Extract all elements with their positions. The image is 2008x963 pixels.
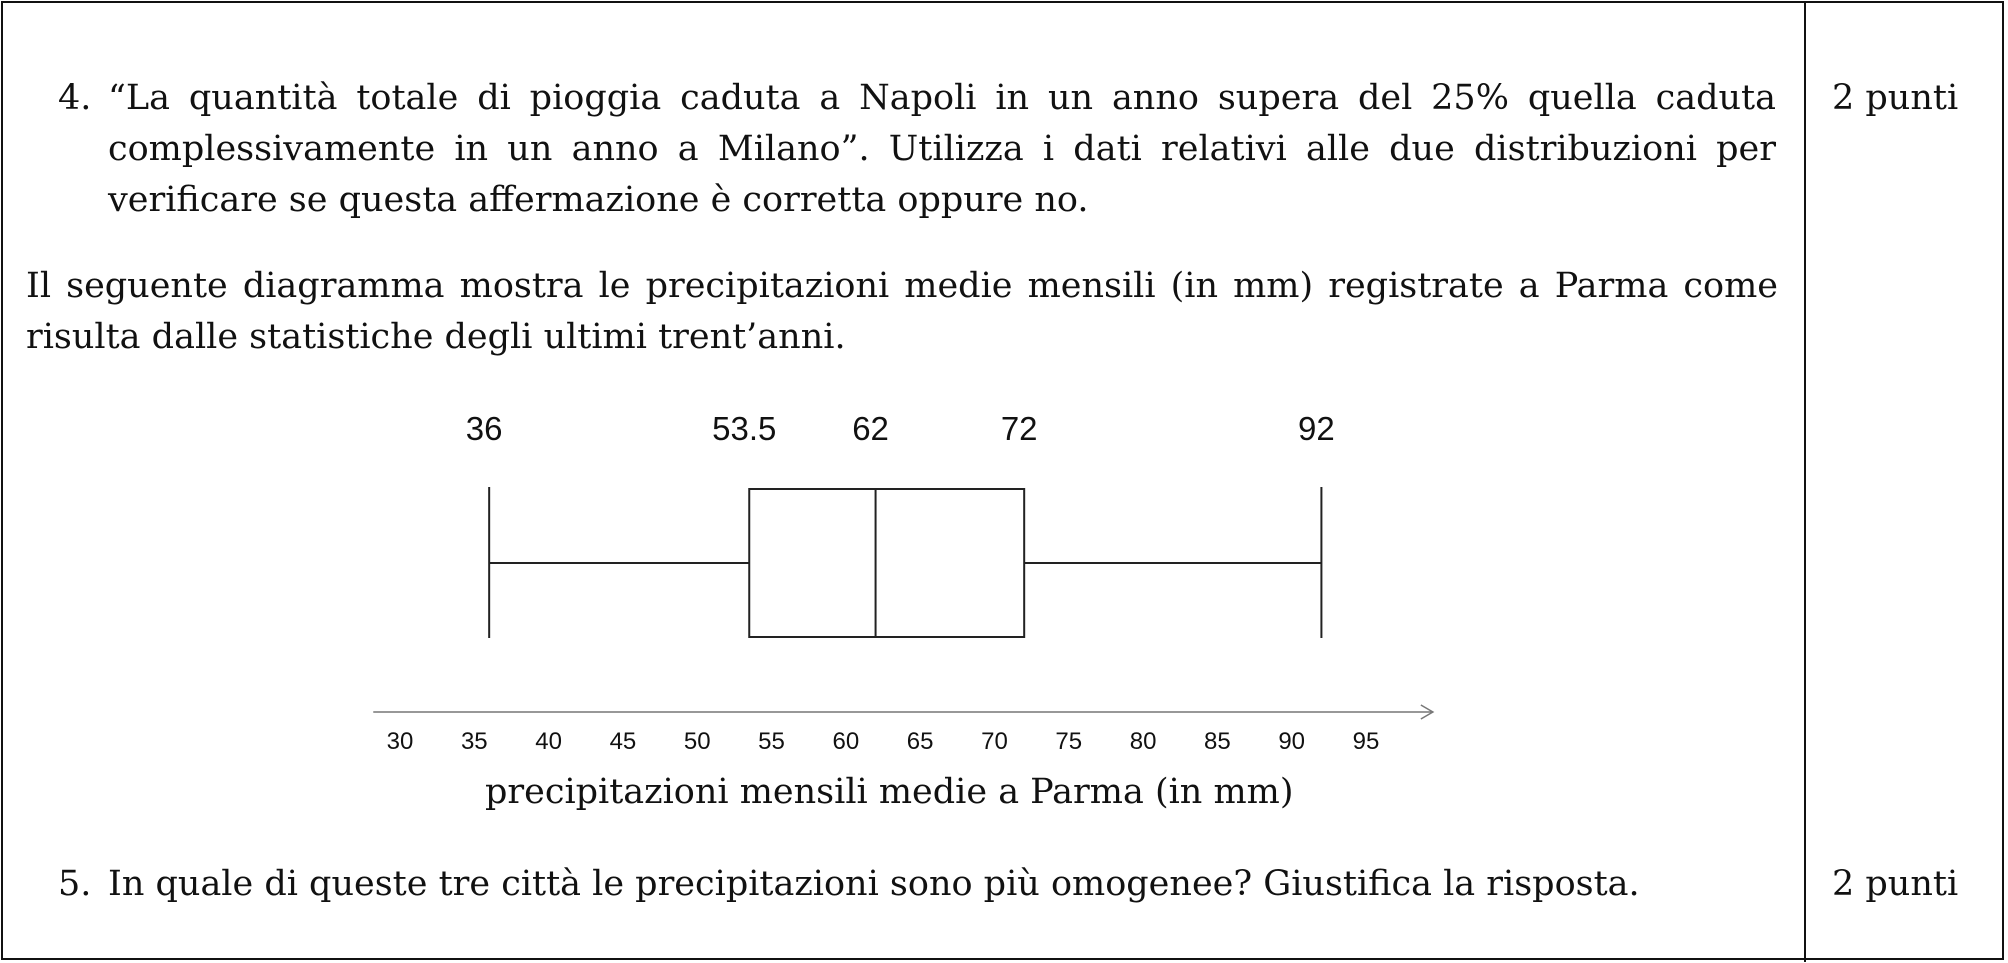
question-5-text: In quale di queste tre città le precipitazioni sono più omogenee? Giustifica la risposta. [108,864,1640,904]
x-tick-label: 85 [1204,728,1231,755]
x-tick-label: 50 [683,728,711,755]
iqr-box [749,489,1024,637]
q3-value-label: 72 [1000,410,1038,447]
question-4-number: 4. [58,78,92,118]
x-tick-label: 40 [535,728,562,755]
x-tick-label: 75 [1055,728,1083,755]
x-tick-label: 30 [386,728,414,755]
max-value-label: 92 [1298,410,1335,447]
chart-axis-caption: precipitazioni mensili medie a Parma (in mm) [485,772,1294,812]
question-4-text: “La quantità totale di pioggia caduta a Napoli in un anno supera del 25% quella caduta complessivamente in un anno a Milano”. Utilizza i dati relativi alle due distribuzioni per verificare se questa affermazione è corretta oppure no. [108,78,1776,220]
x-tick-label: 45 [609,728,637,755]
min-value-label: 36 [465,410,503,447]
x-tick-label: 90 [1278,728,1306,755]
x-tick-label: 60 [832,728,860,755]
x-tick-label: 65 [906,728,934,755]
x-tick-label: 80 [1129,728,1157,755]
x-tick-label: 35 [460,728,488,755]
x-tick-label: 95 [1352,728,1380,755]
median-value-label: 62 [852,410,889,447]
question-4-points: 2 punti [1832,78,1959,118]
x-tick-label: 70 [981,728,1008,755]
question-5-number: 5. [58,864,92,904]
q1-value-label: 53.5 [712,410,777,447]
x-tick-label: 55 [758,728,785,755]
question-5-points: 2 punti [1832,864,1959,904]
chart-intro-text: Il seguente diagramma mostra le precipitazioni medie mensili (in mm) registrate a Parma come risulta dalle statistiche degli ultimi trent’anni. [26,266,1778,357]
